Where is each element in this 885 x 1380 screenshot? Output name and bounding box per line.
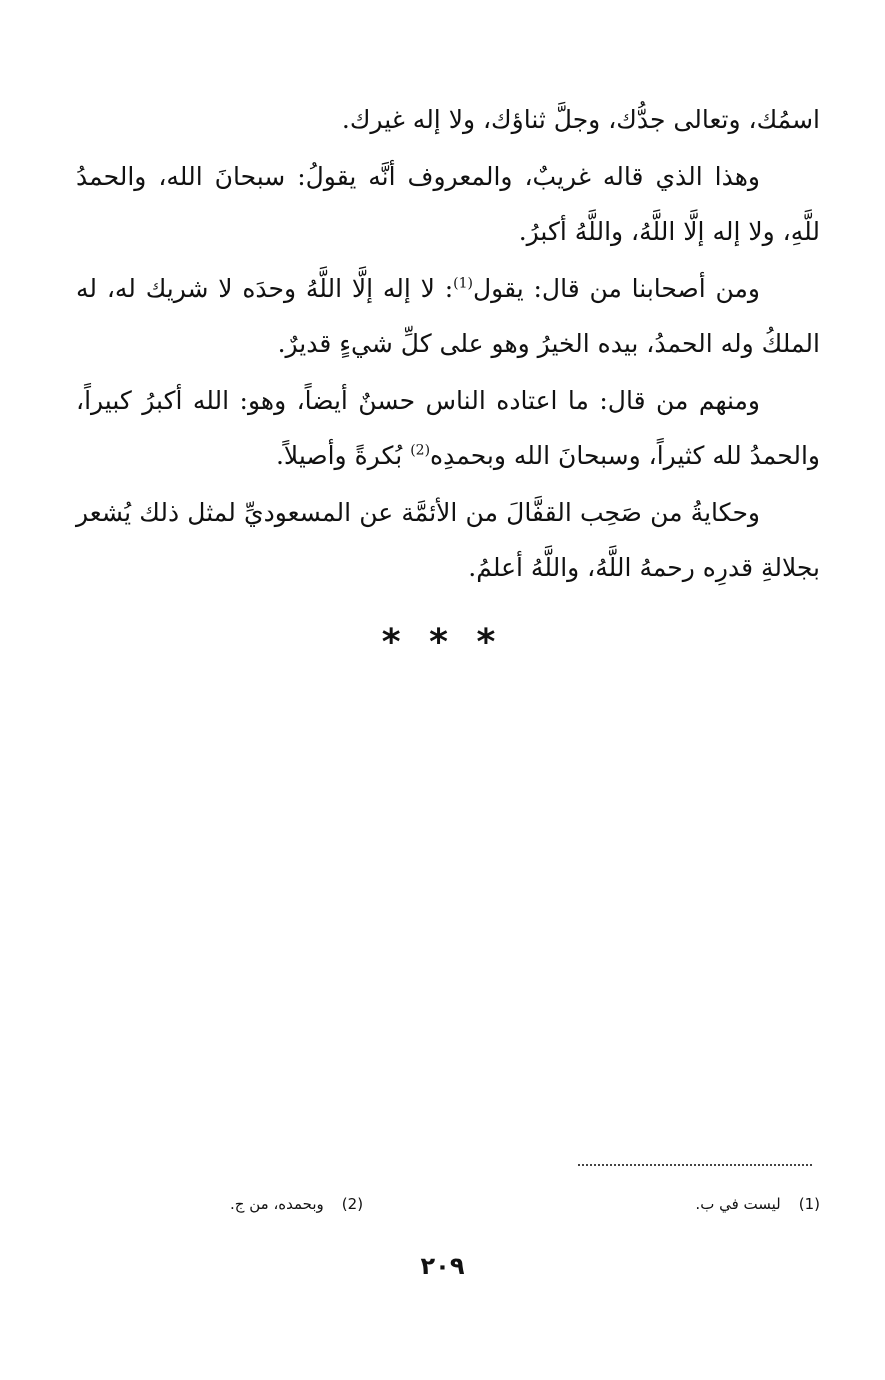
footnote-ref-2[interactable]: (2) [410,442,431,459]
section-separator: * * * [381,622,504,663]
footnotes [230,1195,820,1213]
paragraph-3 [76,261,820,371]
footnote-1 [695,1195,820,1213]
paragraph-4-text-end: بُكرةً وأصيلاً. [275,441,411,470]
paragraph-4 [76,373,820,483]
paragraph-5-text: وحكايةُ من صَحِب القفَّالَ من الأئمَّة عن المسعوديِّ لمثل ذلك يُشعر بجلالةِ قدرِه رحمهُ اللَّهُ، واللَّهُ أعلمُ. [76,498,820,582]
paragraph-3-text-end: : لا إله إلَّا اللَّهُ وحدَه لا شريك له، له الملكُ وله الحمدُ، بيده الخيرُ وهو على كلِّ شيءٍ قديرٌ. [76,274,820,358]
footnote-2-text: وبحمده، من ج. [230,1195,324,1213]
footnote-1-text: ليست في ب. [695,1195,781,1213]
paragraph-2 [76,149,820,259]
paragraph-3-text-start: ومن أصحابنا من قال: يقول [473,274,761,303]
paragraph-1-text: اسمُك، وتعالى جدُّك، وجلَّ ثناؤك، ولا إله غيرك. [341,105,820,134]
footnote-2-marker: (2) [341,1195,364,1213]
paragraph-2-text: وهذا الذي قاله غريبٌ، والمعروف أنَّه يقولُ: سبحانَ الله، والحمدُ للَّهِ، ولا إله إلَّا اللَّهُ، واللَّهُ أكبرُ. [76,162,820,246]
footnote-2 [230,1195,363,1213]
paragraph-4-text-start: ومنهم من قال: ما اعتاده الناس حسنٌ أيضاً، وهو: الله أكبرُ كبيراً، والحمدُ لله كثيراً، وسبحانَ الله وبحمدِه [76,386,820,470]
body-text [76,92,820,597]
footnote-ref-1[interactable]: (1) [453,275,474,292]
footnote-divider [578,1164,812,1166]
footnote-1-marker: (1) [798,1195,820,1213]
page-number: ٢٠٩ [420,1252,465,1280]
paragraph-1 [76,92,820,147]
paragraph-5 [76,485,820,595]
